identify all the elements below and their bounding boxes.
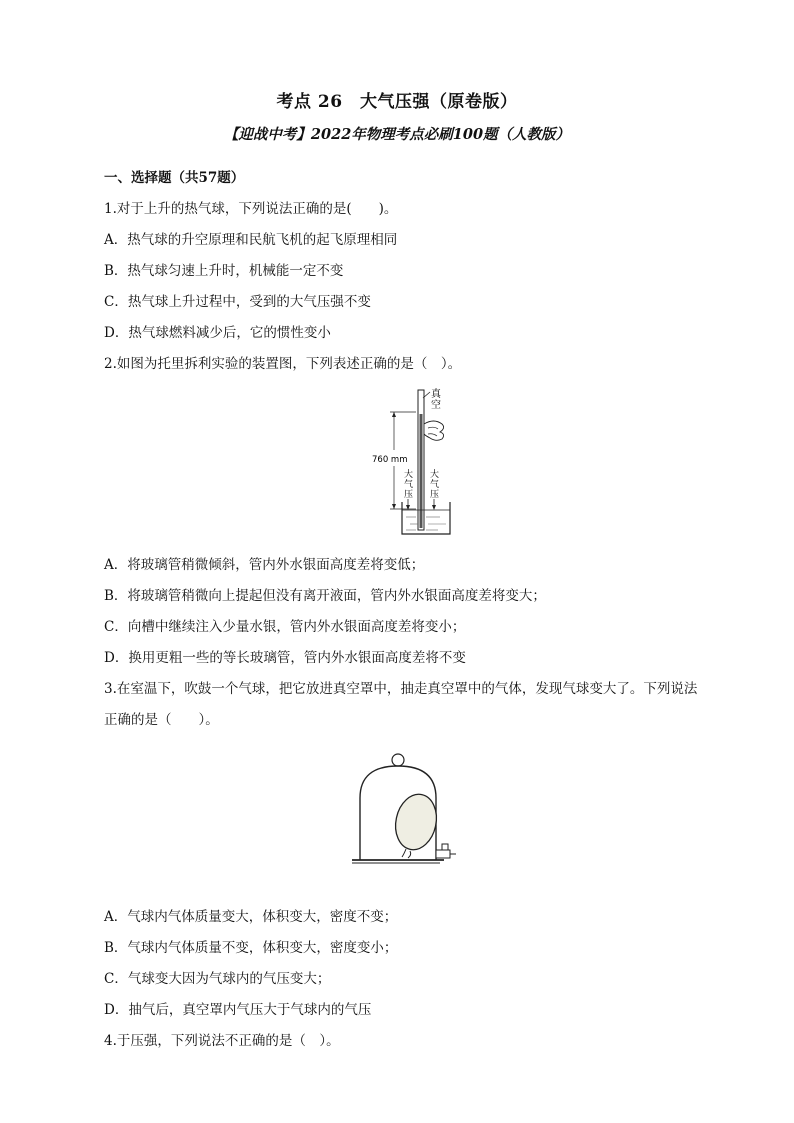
pressure-left-char2: 气 bbox=[404, 480, 414, 490]
question-3-option-c: C．气球变大因为气球内的气压变大； bbox=[104, 971, 331, 987]
question-1-stem: 1.对于上升的热气球，下列说法正确的是( )。 bbox=[104, 201, 398, 217]
pressure-left-char1: 大 bbox=[404, 470, 414, 480]
page-subtitle: 【迎战中考】2022年物理考点必刷100题（人教版） bbox=[223, 126, 571, 143]
section-heading: 一、选择题（共57题） bbox=[104, 170, 245, 186]
question-2-stem: 2.如图为托里拆利实验的装置图，下列表述正确的是（ ）。 bbox=[104, 356, 462, 372]
question-1-option-b: B．热气球匀速上升时，机械能一定不变 bbox=[104, 263, 344, 279]
pressure-right-char2: 气 bbox=[430, 480, 440, 490]
vacuum-bell-jar-figure bbox=[350, 752, 460, 870]
question-2-option-c: C．向槽中继续注入少量水银，管内外水银面高度差将变小； bbox=[104, 619, 466, 635]
pressure-right-char3: 压 bbox=[430, 490, 440, 500]
question-1-option-c: C．热气球上升过程中，受到的大气压强不变 bbox=[104, 294, 371, 310]
vacuum-label-char1: 真 bbox=[431, 389, 441, 400]
question-3-option-a: A．气球内气体质量变大，体积变大，密度不变； bbox=[104, 909, 398, 925]
question-1-option-d: D．热气球燃料减少后，它的惯性变小 bbox=[104, 325, 331, 341]
torricelli-apparatus-figure bbox=[368, 384, 468, 542]
question-3-stem-line2: 正确的是（ ）。 bbox=[104, 712, 219, 728]
question-3-stem-line1: 3.在室温下，吹鼓一个气球，把它放进真空罩中，抽走真空罩中的气体，发现气球变大了。下列说法 bbox=[104, 681, 698, 697]
vacuum-label-char2: 空 bbox=[431, 400, 441, 411]
question-4-stem: 4.于压强，下列说法不正确的是（ ）。 bbox=[104, 1033, 340, 1049]
question-2-option-d: D．换用更粗一些的等长玻璃管，管内外水银面高度差将不变 bbox=[104, 650, 466, 666]
question-3-option-d: D．抽气后，真空罩内气压大于气球内的气压 bbox=[104, 1002, 372, 1018]
height-label: 760 mm bbox=[372, 455, 408, 465]
question-1-option-a: A．热气球的升空原理和民航飞机的起飞原理相同 bbox=[104, 232, 398, 248]
page-title: 考点 26 大气压强（原卷版） bbox=[276, 92, 518, 112]
pressure-right-char1: 大 bbox=[430, 470, 440, 480]
pressure-left-char3: 压 bbox=[404, 490, 414, 500]
question-3-option-b: B．气球内气体质量不变，体积变大，密度变小； bbox=[104, 940, 398, 956]
question-2-option-b: B．将玻璃管稍微向上提起但没有离开液面，管内外水银面高度差将变大； bbox=[104, 588, 546, 604]
question-2-option-a: A．将玻璃管稍微倾斜，管内外水银面高度差将变低； bbox=[104, 557, 425, 573]
